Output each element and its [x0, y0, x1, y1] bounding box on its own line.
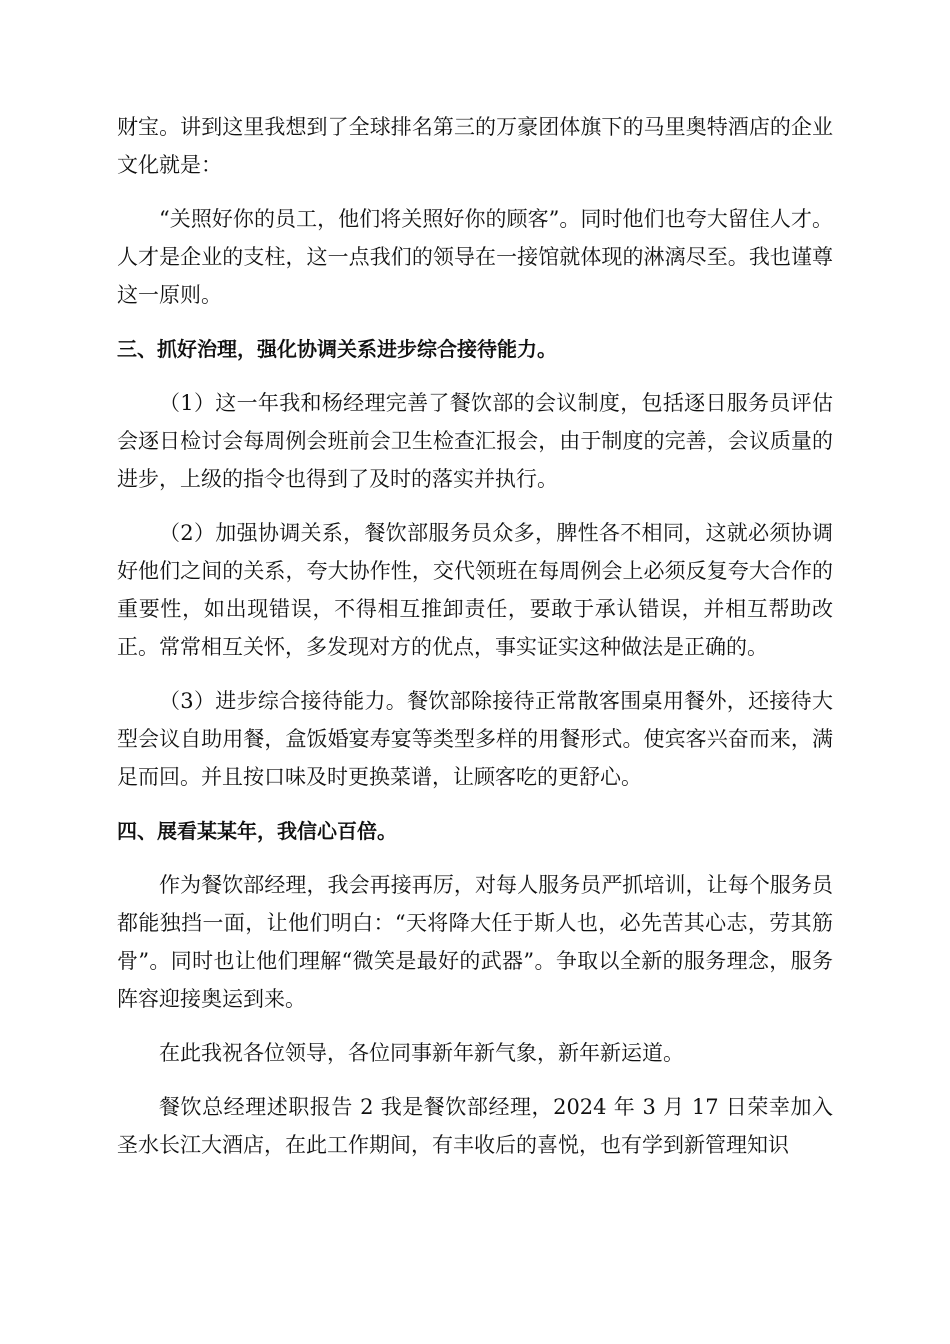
paragraph-outlook: 作为餐饮部经理，我会再接再厉，对每人服务员严抓培训，让每个服务员都能独挡一面，让他们明白：“天将降大任于斯人也，必先苦其心志，劳其筋骨”。同时也让他们理解“微笑是最好的武器”。争取以全新的服务理念，服务阵容迎接奥运到来。	[117, 873, 833, 1011]
document-page	[117, 108, 833, 1180]
paragraph-1: 财宝。讲到这里我想到了全球排名第三的万豪团体旗下的马里奥特酒店的企业文化就是：	[117, 115, 833, 177]
paragraph-wishes: 在此我祝各位领导，各位同事新年新气象，新年新运道。	[159, 1041, 684, 1065]
section-heading-4: 四、展看某某年，我信心百倍。	[117, 819, 397, 843]
section-heading-3: 三、抓好治理，强化协调关系进步综合接待能力。	[117, 337, 557, 361]
paragraph-report-2-start: 餐饮总经理述职报告 2 我是餐饮部经理，2024 年 3 月 17 日荣幸加入圣水长江大酒店，在此工作期间，有丰收后的喜悦，也有学到新管理知识	[117, 1095, 833, 1157]
paragraph-item-3: （3）进步综合接待能力。餐饮部除接待正常散客围桌用餐外，还接待大型会议自助用餐，盒饭婚宴寿宴等类型多样的用餐形式。使宾客兴奋而来，满足而回。并且按口味及时更换菜谱，让顾客吃的更舒心。	[117, 689, 833, 789]
paragraph-item-1: （1）这一年我和杨经理完善了餐饮部的会议制度，包括逐日服务员评估会逐日检讨会每周例会班前会卫生检查汇报会，由于制度的完善，会议质量的进步，上级的指令也得到了及时的落实并执行。	[117, 391, 833, 491]
paragraph-2: “关照好你的员工，他们将关照好你的顾客”。同时他们也夸大留住人才。人才是企业的支柱，这一点我们的领导在一接馆就体现的淋漓尽至。我也谨尊这一原则。	[117, 207, 833, 307]
paragraph-item-2: （2）加强协调关系，餐饮部服务员众多，脾性各不相同，这就必须协调好他们之间的关系，夸大协作性，交代领班在每周例会上必须反复夸大合作的重要性，如出现错误，不得相互推卸责任，要敢于承认错误，并相互帮助改正。常常相互关怀，多发现对方的优点，事实证实这种做法是正确的。	[117, 521, 833, 659]
